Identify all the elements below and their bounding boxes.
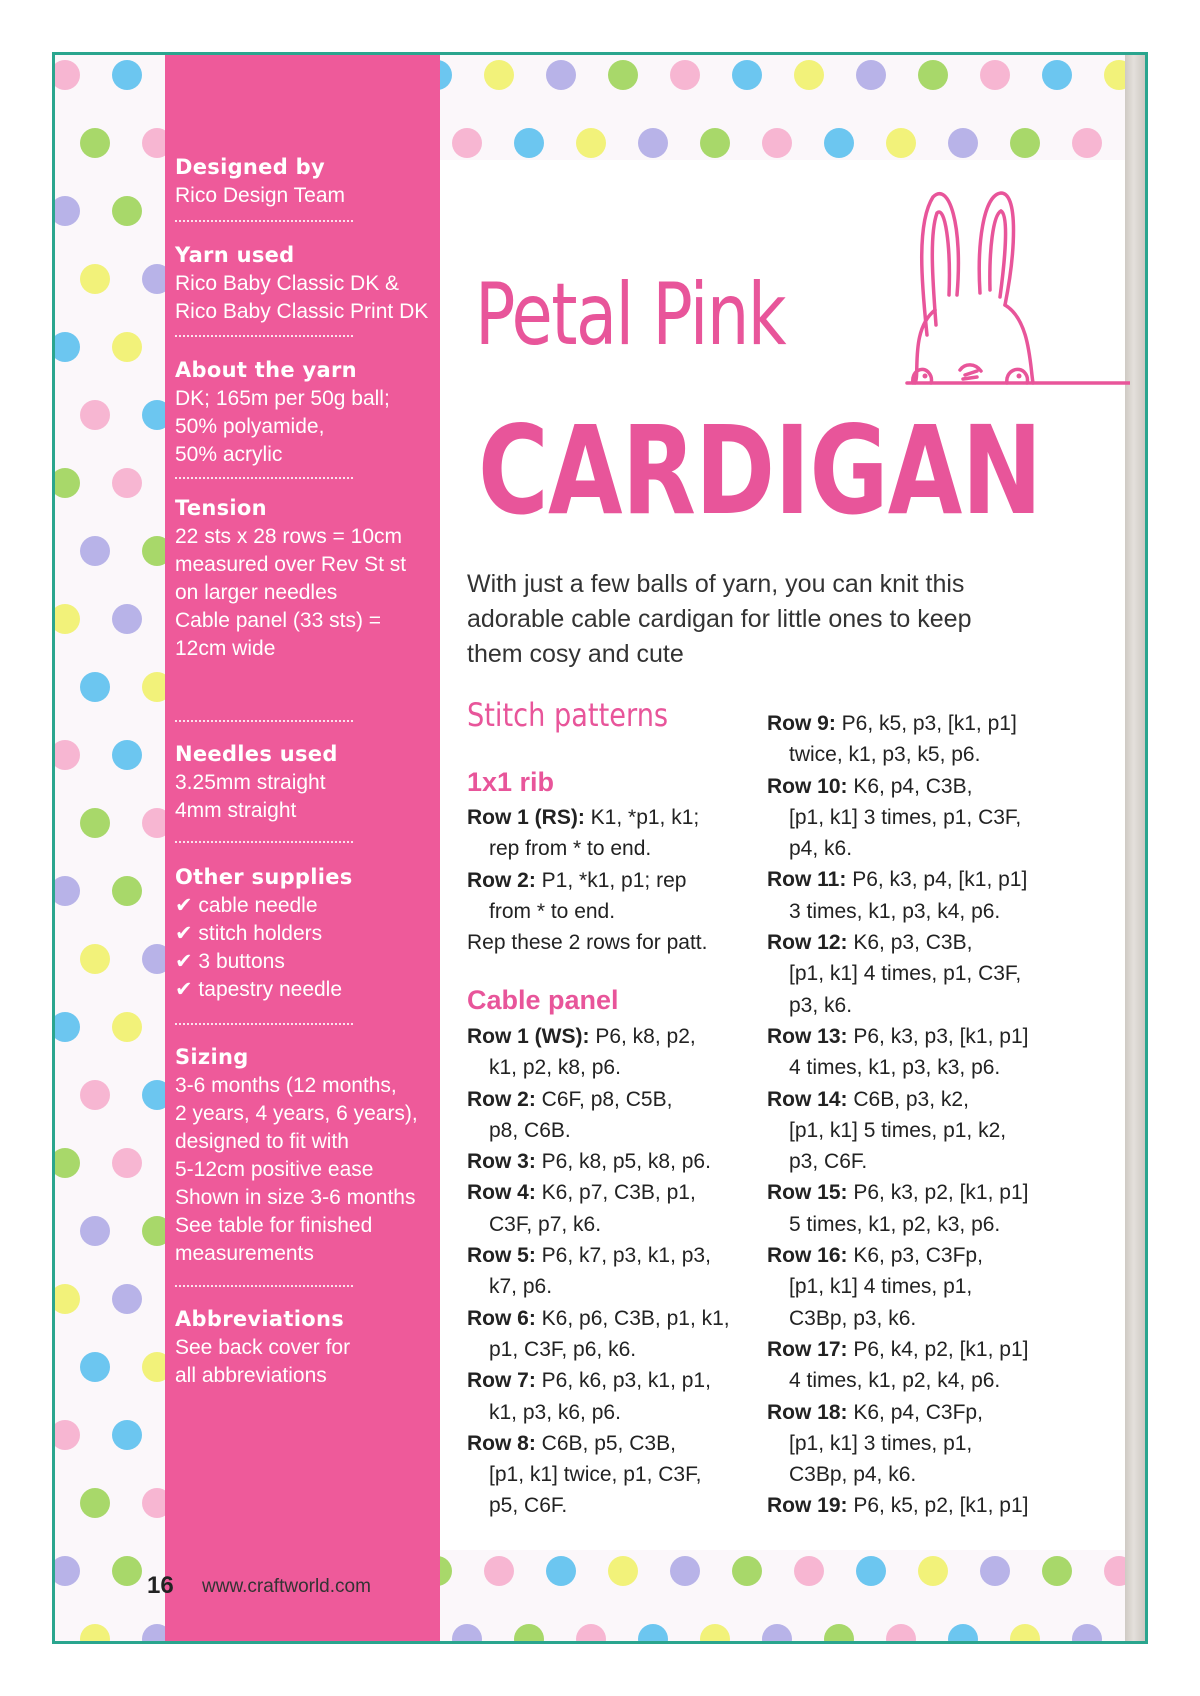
polka-dot: [55, 1284, 80, 1314]
sidebar-sizing: [175, 1045, 435, 1268]
row-text: P6, k5, p2, [k1, p1]: [847, 1494, 1029, 1518]
polka-dot: [700, 1624, 730, 1641]
polka-dot: [452, 128, 482, 158]
pattern-row: [467, 1177, 757, 1240]
polka-dot: [112, 468, 142, 498]
pattern-row: [767, 1240, 1067, 1334]
pattern-row: [767, 1490, 1067, 1521]
divider: [175, 841, 353, 843]
polka-dot: [112, 740, 142, 770]
row-label: Row 17:: [767, 1337, 848, 1361]
row-text: K6, p3, C3Fp, [p1, k1] 4 times, p1, C3Bp, p3, k6.: [789, 1244, 983, 1330]
polka-dot: [112, 1148, 142, 1178]
polka-dot: [638, 1624, 668, 1641]
stitch-patterns-title: Stitch patterns: [467, 696, 669, 734]
polka-dot: [55, 740, 80, 770]
polka-dot: [484, 60, 514, 90]
row-label: Row 2:: [467, 868, 536, 892]
row-label: Row 13:: [767, 1024, 848, 1048]
pattern-row: [767, 1084, 1067, 1178]
polka-dot: [918, 60, 948, 90]
title-line-1: Petal Pink: [475, 265, 786, 365]
row-label: Row 18:: [767, 1400, 848, 1424]
sidebar-other-supplies: [175, 865, 435, 1004]
row-text: P6, k3, p2, [k1, p1] 5 times, k1, p2, k3, p6.: [789, 1181, 1029, 1236]
polka-dot: [856, 1556, 886, 1586]
sidebar-needles-used: [175, 742, 435, 825]
polka-dot: [80, 808, 110, 838]
sidebar-tension: [175, 496, 435, 663]
sidebar-text: DK; 165m per 50g ball; 50% polyamide, 50% acrylic: [175, 387, 390, 466]
rib-heading: 1x1 rib: [467, 767, 555, 797]
polka-dot: [1042, 1556, 1072, 1586]
pattern-row: [467, 927, 757, 958]
row-text: P1, *k1, p1; rep from * to end.: [489, 868, 687, 923]
polka-dot: [112, 1420, 142, 1450]
polka-dot: [112, 876, 142, 906]
pattern-row: [467, 1021, 757, 1084]
divider: [175, 1023, 353, 1025]
polka-dot: [55, 1420, 80, 1450]
sidebar-heading: Designed by: [175, 155, 325, 179]
title-line-2: CARDIGAN: [478, 400, 1042, 542]
pattern-row: [767, 1021, 1067, 1084]
sidebar-heading: Tension: [175, 496, 267, 520]
polka-dot: [824, 128, 854, 158]
polka-dot: [1010, 128, 1040, 158]
row-text: K6, p6, C3B, p1, k1, p1, C3F, p6, k6.: [489, 1306, 730, 1361]
pattern-row: [767, 927, 1067, 1021]
polka-dot: [112, 1556, 142, 1586]
sidebar-text: ✔ cable needle ✔ stitch holders ✔ 3 buttons ✔ tapestry needle: [175, 894, 343, 1001]
row-label: Row 8:: [467, 1431, 536, 1455]
row-text: P6, k5, p3, [k1, p1] twice, k1, p3, k5, p6.: [789, 712, 1017, 767]
polka-dot: [55, 1148, 80, 1178]
polka-dot: [576, 1624, 606, 1641]
cable-rows: [467, 1021, 757, 1522]
polka-dot: [886, 1624, 916, 1641]
sidebar-heading: Sizing: [175, 1045, 249, 1069]
sidebar-yarn-used: [175, 243, 435, 326]
sidebar-heading: About the yarn: [175, 358, 357, 382]
polka-dot: [856, 60, 886, 90]
info-sidebar: [165, 55, 440, 1641]
pattern-row: [767, 771, 1067, 865]
polka-dot: [670, 60, 700, 90]
divider: [175, 477, 353, 479]
polka-dot: [700, 128, 730, 158]
row-text: K6, p3, C3B, [p1, k1] 4 times, p1, C3F, p3, k6.: [789, 931, 1022, 1017]
row-label: Row 1 (RS):: [467, 806, 585, 829]
pattern-row: [467, 865, 757, 928]
sidebar-abbreviations: [175, 1307, 435, 1390]
polka-dot: [55, 1556, 80, 1586]
divider: [175, 1285, 353, 1287]
polka-dot: [732, 60, 762, 90]
row-label: Row 5:: [467, 1244, 536, 1268]
polka-dot: [762, 1624, 792, 1641]
row-label: Row 15:: [767, 1181, 848, 1205]
polka-dot: [732, 1556, 762, 1586]
polka-dot: [514, 1624, 544, 1641]
row-label: Row 16:: [767, 1244, 848, 1268]
polka-dot: [80, 1488, 110, 1518]
pattern-row: [467, 1146, 757, 1177]
sidebar-text: Rico Baby Classic DK & Rico Baby Classic Print DK: [175, 272, 429, 323]
row-text: P6, k7, p3, k1, p3, k7, p6.: [489, 1244, 711, 1299]
polka-dot: [55, 196, 80, 226]
polka-dot: [918, 1556, 948, 1586]
polka-dot: [608, 1556, 638, 1586]
row-text: P6, k3, p3, [k1, p1] 4 times, k1, p3, k3, p6.: [789, 1024, 1029, 1080]
polka-dot: [638, 128, 668, 158]
polka-dot: [55, 60, 80, 90]
row-label: Row 2:: [467, 1087, 536, 1111]
polka-dot: [546, 60, 576, 90]
pattern-row: [767, 708, 1067, 771]
divider: [175, 720, 353, 722]
row-text: P6, k8, p5, k8, p6.: [535, 1150, 711, 1174]
pattern-row: [467, 1240, 757, 1303]
footer-url[interactable]: www.craftworld.com: [202, 1576, 371, 1597]
row-label: Row 19:: [767, 1494, 848, 1518]
row-text: K6, p4, C3Fp, [p1, k1] 3 times, p1, C3Bp, p4, k6.: [789, 1400, 983, 1487]
polka-dot: [55, 604, 80, 634]
polka-dot: [80, 536, 110, 566]
polka-dot: [1072, 1624, 1102, 1641]
polka-dot: [824, 1624, 854, 1641]
polka-dot: [112, 1012, 142, 1042]
polka-dot: [514, 128, 544, 158]
row-label: Row 10:: [767, 774, 848, 798]
polka-dot: [1042, 60, 1072, 90]
polka-dot: [80, 1080, 110, 1110]
pattern-row: [467, 1303, 757, 1366]
row-label: Row 7:: [467, 1369, 536, 1393]
polka-dot: [55, 468, 80, 498]
polka-dot: [55, 332, 80, 362]
polka-dot: [80, 944, 110, 974]
row-text: C6B, p3, k2, [p1, k1] 5 times, p1, k2, p3, C6F.: [789, 1087, 1007, 1174]
polka-dot: [80, 672, 110, 702]
polka-dot: [980, 60, 1010, 90]
divider: [175, 335, 353, 337]
row-text: K6, p4, C3B, [p1, k1] 3 times, p1, C3F, p4, k6.: [789, 774, 1022, 861]
row-label: Row 9:: [767, 712, 836, 735]
polka-dot: [80, 1352, 110, 1382]
row-text: K6, p7, C3B, p1, C3F, p7, k6.: [489, 1181, 696, 1236]
row-label: Row 4:: [467, 1181, 536, 1205]
sidebar-heading: Abbreviations: [175, 1307, 344, 1331]
sidebar-about-yarn: [175, 358, 435, 469]
row-label: Row 11:: [767, 868, 847, 892]
pattern-row: [767, 864, 1067, 927]
sidebar-text: 3-6 months (12 months, 2 years, 4 years, 6 years), designed to fit with 5-12cm positive ease Shown in size 3-6 months See table for finished measurements: [175, 1074, 418, 1265]
sidebar-text: Rico Design Team: [175, 184, 346, 207]
polka-dot: [80, 400, 110, 430]
polka-dot: [484, 1556, 514, 1586]
polka-dot: [452, 1624, 482, 1641]
polka-dot: [948, 128, 978, 158]
polka-dot: [1072, 128, 1102, 158]
row-text: P6, k8, p2, k1, p2, k8, p6.: [489, 1025, 696, 1080]
cable-heading: Cable panel: [467, 985, 619, 1015]
pattern-row: [467, 1084, 757, 1147]
row-text: C6F, p8, C5B, p8, C6B.: [489, 1087, 673, 1142]
sidebar-heading: Needles used: [175, 742, 338, 766]
polka-dot: [948, 1624, 978, 1641]
sidebar-text: See back cover for all abbreviations: [175, 1336, 351, 1387]
pattern-row: [467, 1428, 757, 1522]
row-text: K1, *p1, k1; rep from * to end.: [489, 806, 700, 861]
polka-dot: [546, 1556, 576, 1586]
row-text: P6, k6, p3, k1, p1, k1, p3, k6, p6.: [489, 1369, 711, 1424]
polka-dot: [794, 60, 824, 90]
page-number: 16: [147, 1572, 174, 1599]
polka-dot: [112, 196, 142, 226]
sidebar-designed-by: [175, 155, 435, 210]
polka-dot: [794, 1556, 824, 1586]
polka-dot: [112, 60, 142, 90]
row-text: P6, k4, p2, [k1, p1] 4 times, k1, p2, k4, p6.: [789, 1337, 1029, 1393]
polka-dot: [55, 876, 80, 906]
polka-dot: [762, 128, 792, 158]
row-text: P6, k3, p4, [k1, p1] 3 times, k1, p3, k4, p6.: [789, 868, 1028, 923]
polka-dot: [112, 604, 142, 634]
polka-dot: [80, 264, 110, 294]
row-text: Rep these 2 rows for patt.: [467, 931, 708, 955]
bunny-icon: [905, 185, 1130, 400]
sidebar-heading: Yarn used: [175, 243, 295, 267]
polka-dot: [1010, 1624, 1040, 1641]
pattern-row: [467, 1365, 757, 1428]
intro-text: With just a few balls of yarn, you can knit this adorable cable cardigan for little ones to keep them cosy and cute: [467, 570, 972, 668]
row-label: Row 6:: [467, 1306, 536, 1330]
polka-dot: [80, 1216, 110, 1246]
divider: [175, 220, 353, 222]
pattern-row: [767, 1397, 1067, 1491]
pattern-row: [767, 1177, 1067, 1240]
row-label: Row 14:: [767, 1087, 848, 1111]
row-label: Row 1 (WS):: [467, 1025, 590, 1048]
rib-rows: [467, 802, 757, 958]
pattern-row: [467, 802, 757, 865]
sidebar-heading: Other supplies: [175, 865, 353, 889]
polka-dot: [670, 1556, 700, 1586]
polka-dot: [80, 1624, 110, 1641]
polka-dot: [608, 60, 638, 90]
row-text: C6B, p5, C3B, [p1, k1] twice, p1, C3F, p5, C6F.: [489, 1431, 702, 1518]
row-label: Row 12:: [767, 931, 848, 955]
pattern-row: [767, 1334, 1067, 1397]
polka-dot: [80, 128, 110, 158]
polka-dot: [112, 1284, 142, 1314]
polka-dot: [55, 1012, 80, 1042]
polka-dot: [886, 128, 916, 158]
polka-dot: [576, 128, 606, 158]
sidebar-text: 3.25mm straight 4mm straight: [175, 771, 326, 822]
sidebar-text: 22 sts x 28 rows = 10cm measured over Rev St st on larger needles Cable panel (33 sts) = 12cm wide: [175, 525, 407, 660]
cable-rows-continued: [767, 708, 1067, 1522]
polka-dot: [112, 332, 142, 362]
polka-dot: [980, 1556, 1010, 1586]
row-label: Row 3:: [467, 1150, 536, 1174]
